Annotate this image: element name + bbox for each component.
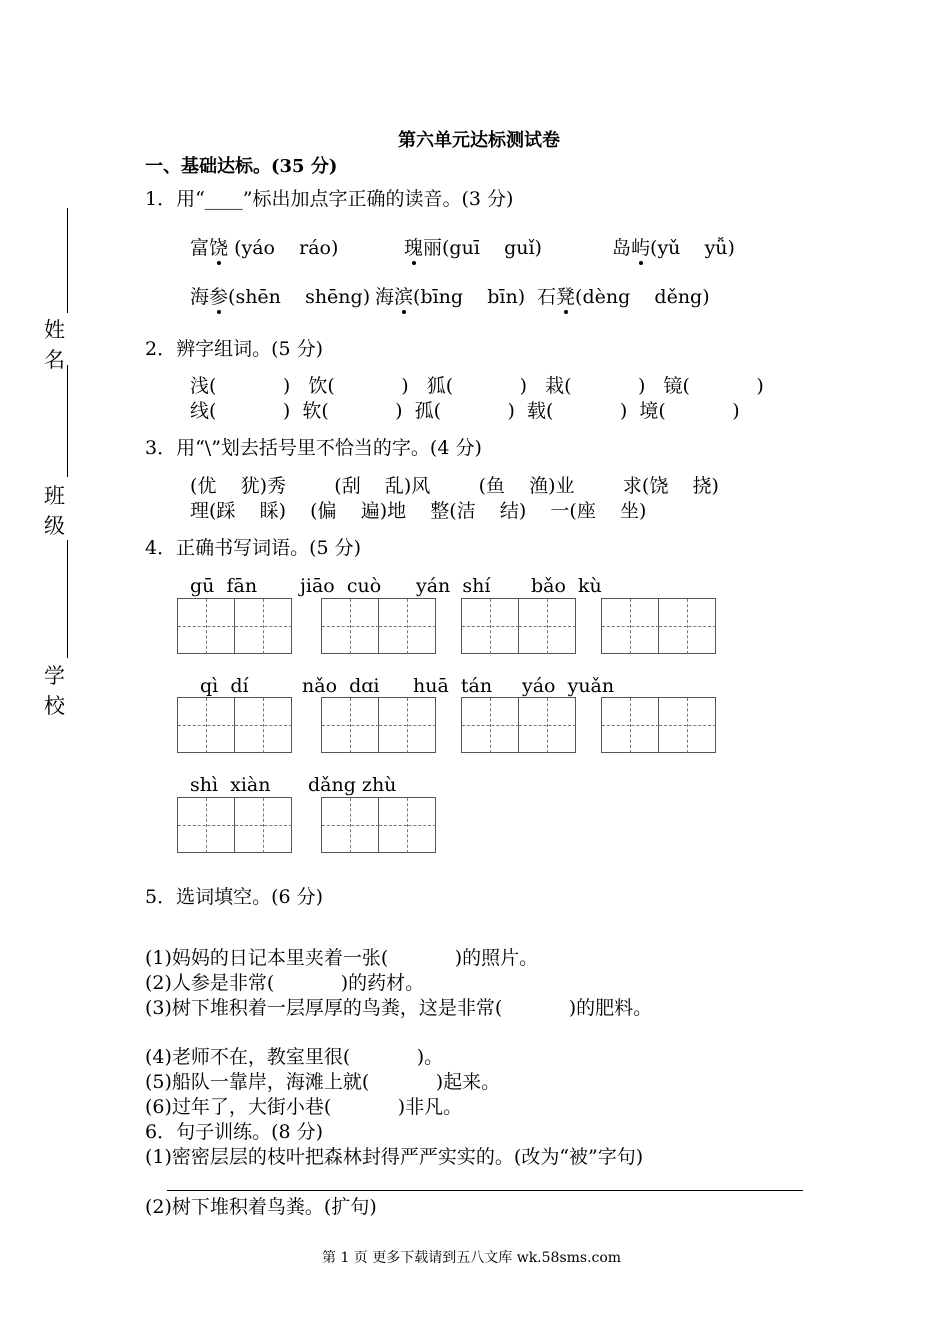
q1-item: 海滨(bīng bīn) bbox=[375, 286, 526, 308]
side-label-school: 学校 bbox=[44, 664, 65, 718]
q1-item: 石凳(dèng děng) bbox=[537, 286, 710, 308]
q5-item: (2)人参是非常( )的药材。 bbox=[145, 972, 425, 994]
writing-grid[interactable] bbox=[321, 697, 436, 753]
q1-item: 瑰丽(guī guǐ) bbox=[404, 237, 542, 259]
q5-stem: 5．选词填空。(6 分) bbox=[145, 886, 324, 908]
side-line-class bbox=[67, 365, 68, 477]
q5-item: (3)树下堆积着一层厚厚的鸟粪，这是非常( )的肥料。 bbox=[145, 997, 653, 1019]
q1-item: 富饶 (yáo ráo) bbox=[190, 237, 339, 259]
pinyin-label: shì xiàn bbox=[190, 774, 271, 796]
writing-grid[interactable] bbox=[177, 598, 292, 654]
writing-grid[interactable] bbox=[321, 797, 436, 853]
side-line-school bbox=[67, 540, 68, 658]
q5-item: (1)妈妈的日记本里夹着一张( )的照片。 bbox=[145, 947, 539, 969]
q1-item: 海参(shēn shēng) bbox=[190, 286, 371, 308]
q1-item: 岛屿(yǔ yǚ) bbox=[612, 237, 735, 259]
answer-line[interactable] bbox=[167, 1190, 803, 1191]
q6-item: (2)树下堆积着鸟粪。(扩句) bbox=[145, 1196, 377, 1218]
q5-item: (6)过年了，大街小巷( )非凡。 bbox=[145, 1096, 463, 1118]
q1-stem: 1．用“____”标出加点字正确的读音。(3 分) bbox=[145, 188, 514, 210]
writing-grid[interactable] bbox=[321, 598, 436, 654]
pinyin-label: yán shí bbox=[416, 575, 491, 597]
writing-grid[interactable] bbox=[601, 598, 716, 654]
pinyin-label: qì dí bbox=[200, 675, 249, 697]
q3-row: (优 犹)秀 (刮 乱)风 (鱼 渔)业 求(饶 挠) bbox=[190, 475, 719, 497]
q5-item: (4)老师不在，教室里很( )。 bbox=[145, 1046, 444, 1068]
q3-stem: 3．用“\”划去括号里不恰当的字。(4 分) bbox=[145, 437, 482, 459]
writing-grid[interactable] bbox=[177, 697, 292, 753]
pinyin-label: dǎng zhù bbox=[308, 774, 397, 796]
page-title: 第六单元达标测试卷 bbox=[398, 130, 560, 151]
pinyin-label: bǎo kù bbox=[531, 575, 602, 597]
pinyin-label: yáo yuǎn bbox=[522, 675, 615, 697]
pinyin-label: nǎo dɑi bbox=[302, 675, 380, 697]
writing-grid[interactable] bbox=[177, 797, 292, 853]
pinyin-label: jiāo cuò bbox=[300, 575, 382, 597]
side-label-class: 班级 bbox=[44, 484, 65, 538]
q6-item: (1)密密层层的枝叶把森林封得严严实实的。(改为“被”字句) bbox=[145, 1146, 644, 1168]
writing-grid[interactable] bbox=[461, 598, 576, 654]
writing-grid[interactable] bbox=[461, 697, 576, 753]
pinyin-label: gū fān bbox=[190, 575, 258, 597]
side-line-name bbox=[67, 208, 68, 313]
q6-stem: 6．句子训练。(8 分) bbox=[145, 1121, 324, 1143]
q2-row: 线( ) 软( ) 孤( ) 载( ) 境( ) bbox=[190, 400, 740, 422]
q3-row: 理(踩 睬) (偏 遍)地 整(洁 结) 一(座 坐) bbox=[190, 500, 647, 522]
page-footer: 第 1 页 更多下载请到五八文库 wk.58sms.com bbox=[322, 1250, 622, 1266]
q5-item: (5)船队一靠岸，海滩上就( )起来。 bbox=[145, 1071, 501, 1093]
q2-row: 浅( ) 饮( ) 狐( ) 栽( ) 镜( ) bbox=[190, 375, 764, 397]
q4-stem: 4．正确书写词语。(5 分) bbox=[145, 537, 362, 559]
pinyin-label: huā tán bbox=[413, 675, 493, 697]
q2-stem: 2．辨字组词。(5 分) bbox=[145, 338, 324, 360]
side-label-name: 姓名 bbox=[44, 318, 65, 372]
section-heading: 一、基础达标。(35 分) bbox=[145, 156, 338, 177]
writing-grid[interactable] bbox=[601, 697, 716, 753]
